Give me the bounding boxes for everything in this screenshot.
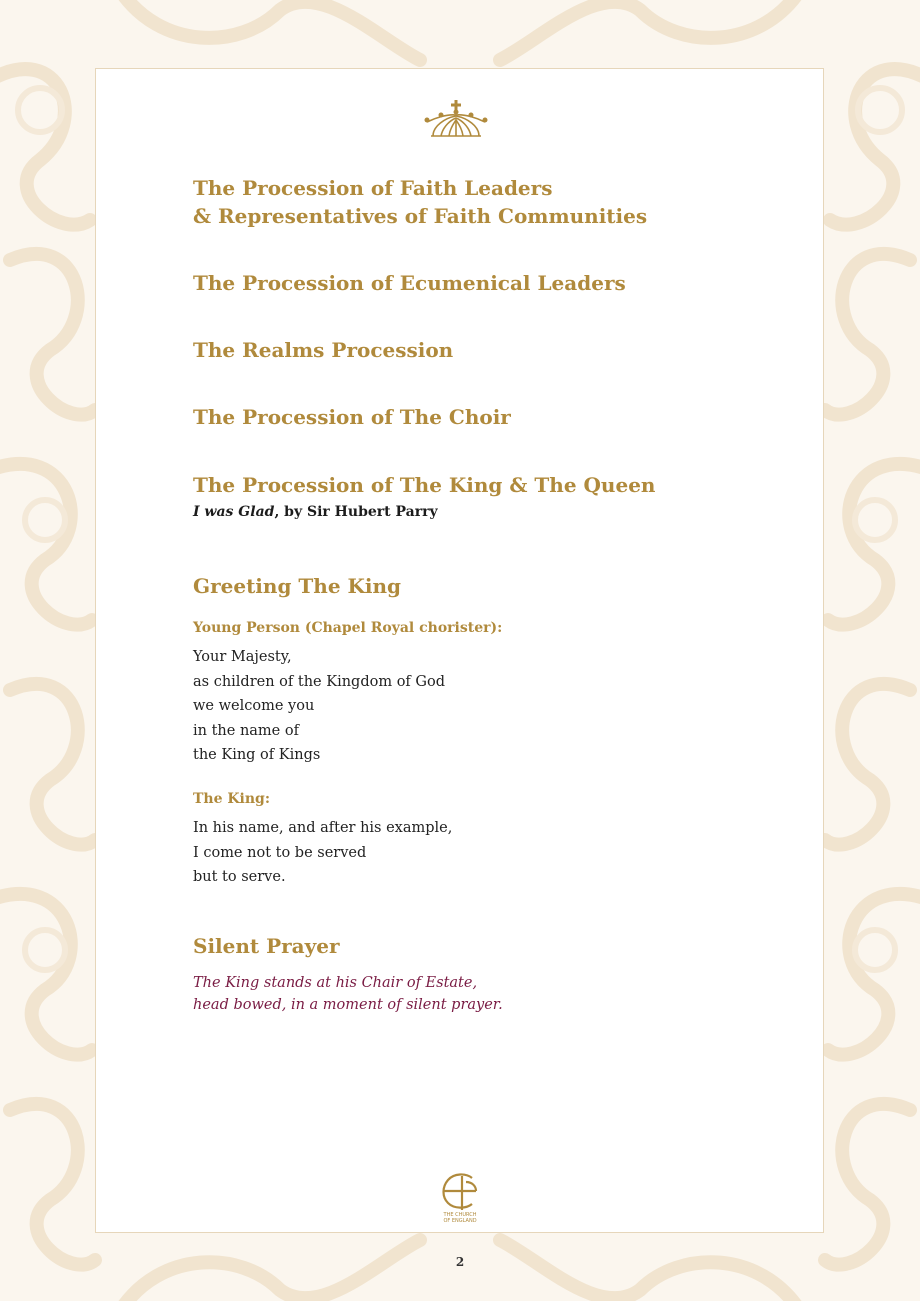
- young-person-text: [193, 645, 445, 768]
- rubric-line: The King stands at his Chair of Estate,: [193, 975, 478, 991]
- speaker-young-person: Young Person (Chapel Royal chorister):: [193, 620, 503, 636]
- heading-faith-leaders: [193, 174, 647, 230]
- church-of-england-wordmark: [430, 1212, 490, 1224]
- wordmark-line2: OF ENGLAND: [443, 1218, 477, 1224]
- anthem-credit: [193, 503, 438, 521]
- heading-faith-leaders-line1: The Procession of Faith Leaders: [193, 176, 553, 200]
- text-line: in the name of: [193, 722, 299, 739]
- heading-choir-procession: The Procession of The Choir: [193, 405, 511, 429]
- king-response-text: [193, 816, 452, 890]
- heading-faith-leaders-line2: & Representatives of Faith Communities: [193, 204, 648, 228]
- crown-icon: [423, 98, 489, 142]
- heading-silent-prayer: Silent Prayer: [193, 934, 340, 958]
- heading-greeting-the-king: Greeting The King: [193, 574, 402, 598]
- text-line: but to serve.: [193, 869, 286, 885]
- anthem-title: I was Glad: [193, 504, 275, 520]
- text-line: In his name, and after his example,: [193, 820, 453, 836]
- rubric-line: head bowed, in a moment of silent prayer.: [193, 997, 503, 1013]
- text-line: we welcome you: [193, 698, 315, 714]
- silent-prayer-rubric: [193, 972, 503, 1016]
- text-line: as children of the Kingdom of God: [193, 673, 445, 690]
- heading-realms-procession: The Realms Procession: [193, 338, 454, 362]
- heading-ecumenical-leaders: The Procession of Ecumenical Leaders: [193, 271, 626, 295]
- text-line: the King of Kings: [193, 747, 321, 763]
- text-line: Your Majesty,: [193, 649, 292, 665]
- heading-king-queen-procession: The Procession of The King & The Queen: [193, 473, 656, 497]
- page-number: 2: [455, 1255, 465, 1269]
- anthem-composer: , by Sir Hubert Parry: [274, 504, 438, 520]
- wordmark-line1: THE CHURCH: [443, 1212, 477, 1218]
- text-line: I come not to be served: [193, 844, 367, 861]
- speaker-the-king: The King:: [193, 791, 270, 807]
